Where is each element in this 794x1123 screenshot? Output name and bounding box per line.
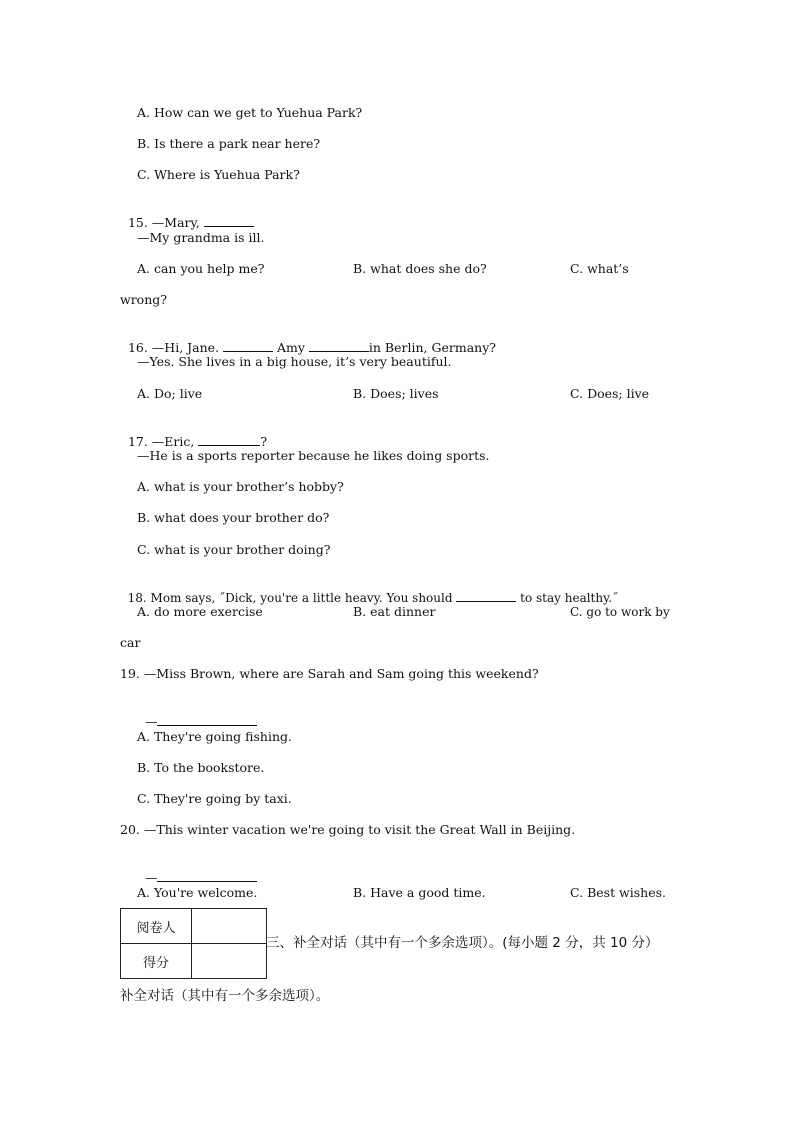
q15-stem [120,198,254,231]
q14-option-b: B. Is there a park near here? [137,136,321,151]
q19-option-c: C. They're going by taxi. [137,791,292,806]
q17-stem [120,417,267,450]
q19-option-a: A. They're going fishing. [137,729,292,744]
q18-answer-blank[interactable] [456,589,516,602]
q17-reply: —He is a sports reporter because he likes doing sports. [137,448,490,463]
q18-stem-part1: 18. Mom says, ˝Dick, you're a little heavy. You should [127,591,457,605]
q15-answer-blank[interactable] [204,214,254,227]
q16-answer-blank-1[interactable] [223,339,273,352]
q16-stem-part3: in Berlin, Germany? [368,340,496,355]
q17-stem-part2: ? [260,434,268,449]
q17-stem-part1: 17. —Eric, [127,434,199,449]
q18-option-b: B. eat dinner [353,604,436,619]
q18-option-c: C. go to work by [570,605,670,619]
q17-answer-blank[interactable] [198,433,260,446]
q20-option-a: A. You're welcome. [137,885,258,900]
q17-option-a: A. what is your brother’s hobby? [137,479,344,494]
q15-option-b: B. what does she do? [353,261,487,276]
q15-stem-text: 15. —Mary, [127,215,204,230]
reviewer-label: 阅卷人 [121,909,192,944]
grader-row-score [121,944,267,979]
q15-reply: —My grandma is ill. [137,230,265,245]
q18-option-c-continued: car [120,635,141,650]
q19-reply [137,697,257,730]
q17-option-b: B. what does your brother do? [137,510,330,525]
q20-stem: 20. —This winter vacation we're going to visit the Great Wall in Beijing. [120,822,576,837]
section3-instruction: 补全对话（其中有一个多余选项）。 [120,988,330,1004]
q18-stem [120,573,618,606]
q15-option-c-continued: wrong? [120,292,167,307]
q20-reply-dash: — [144,870,158,885]
q16-stem-part1: 16. —Hi, Jane. [127,340,224,355]
q20-reply [137,853,257,886]
score-label: 得分 [121,944,192,979]
q14-option-a: A. How can we get to Yuehua Park? [137,105,363,120]
q16-option-a: A. Do; live [137,386,203,401]
q16-answer-blank-2[interactable] [309,339,369,352]
q16-option-b: B. Does; lives [353,386,439,401]
q20-option-b: B. Have a good time. [353,885,486,900]
q15-option-a: A. can you help me? [137,261,265,276]
q16-stem-part2: Amy [273,340,309,355]
section3-heading: 三、补全对话（其中有一个多余选项）。(每小题 2 分，共 10 分） [266,935,659,951]
q15-option-c: C. what’s [570,261,629,276]
q20-answer-blank[interactable] [157,869,257,882]
q16-stem [120,323,496,356]
q19-reply-dash: — [144,714,158,729]
q14-option-c: C. Where is Yuehua Park? [137,167,300,182]
reviewer-field[interactable] [192,909,267,944]
q16-option-c: C. Does; live [570,386,650,401]
q19-option-b: B. To the bookstore. [137,760,265,775]
q19-answer-blank[interactable] [157,713,257,726]
q16-reply: —Yes. She lives in a big house, it’s very beautiful. [137,354,452,369]
q19-stem: 19. —Miss Brown, where are Sarah and Sam going this weekend? [120,666,539,681]
grader-table [120,908,267,979]
q17-option-c: C. what is your brother doing? [137,542,331,557]
score-field[interactable] [192,944,267,979]
grader-row-reviewer [121,909,267,944]
q18-stem-part2: to stay healthy.˝ [516,591,619,605]
q20-option-c: C. Best wishes. [570,885,667,900]
q18-option-a: A. do more exercise [137,604,263,619]
